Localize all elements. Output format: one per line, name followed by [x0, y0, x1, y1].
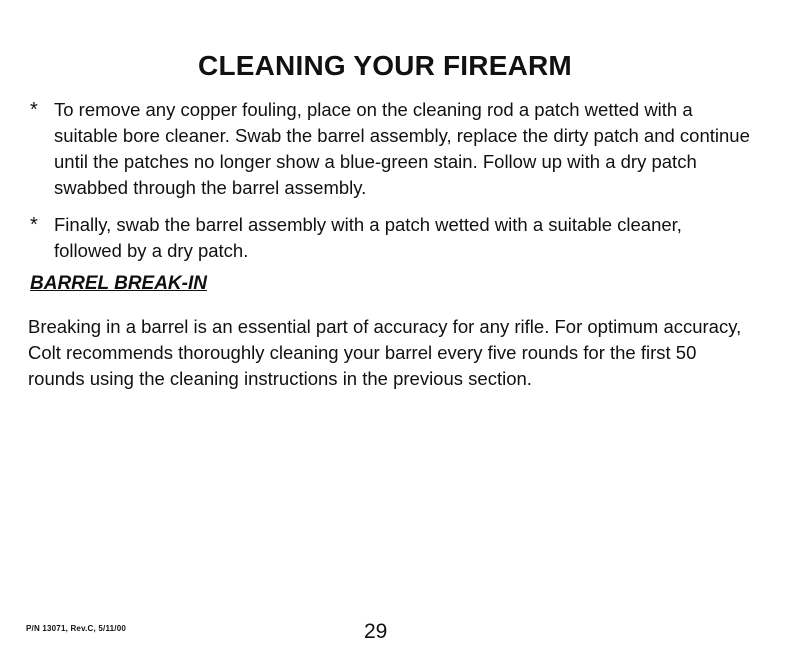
- page-number: 29: [364, 620, 388, 643]
- asterisk-bullet-icon: *: [30, 214, 38, 236]
- part-number: P/N 13071, Rev.C, 5/11/00: [26, 624, 127, 633]
- bullet-item-final-swab: [30, 212, 750, 264]
- bullet-item-copper-fouling: [30, 97, 750, 201]
- bullet-text: Finally, swab the barrel assembly with a patch wetted with a suitable cleaner, followed by a dry patch.: [54, 214, 682, 261]
- page-title: CLEANING YOUR FIREARM: [198, 50, 572, 81]
- section-heading: BARREL BREAK-IN: [30, 273, 207, 294]
- section-body: Breaking in a barrel is an essential part of accuracy for any rifle. For optimum accuracy, Colt recommends thoroughly cleaning your barrel every five rounds for the first 50 rounds using the cleaning instructions in the previous section.: [28, 316, 742, 389]
- bullet-text: To remove any copper fouling, place on the cleaning rod a patch wetted with a suitable bore cleaner. Swab the barrel assembly, replace the dirty patch and continue until the patches no longer show a blue-green stain. Follow up with a dry patch swabbed through the barrel assembly.: [54, 99, 750, 198]
- asterisk-bullet-icon: *: [30, 99, 38, 121]
